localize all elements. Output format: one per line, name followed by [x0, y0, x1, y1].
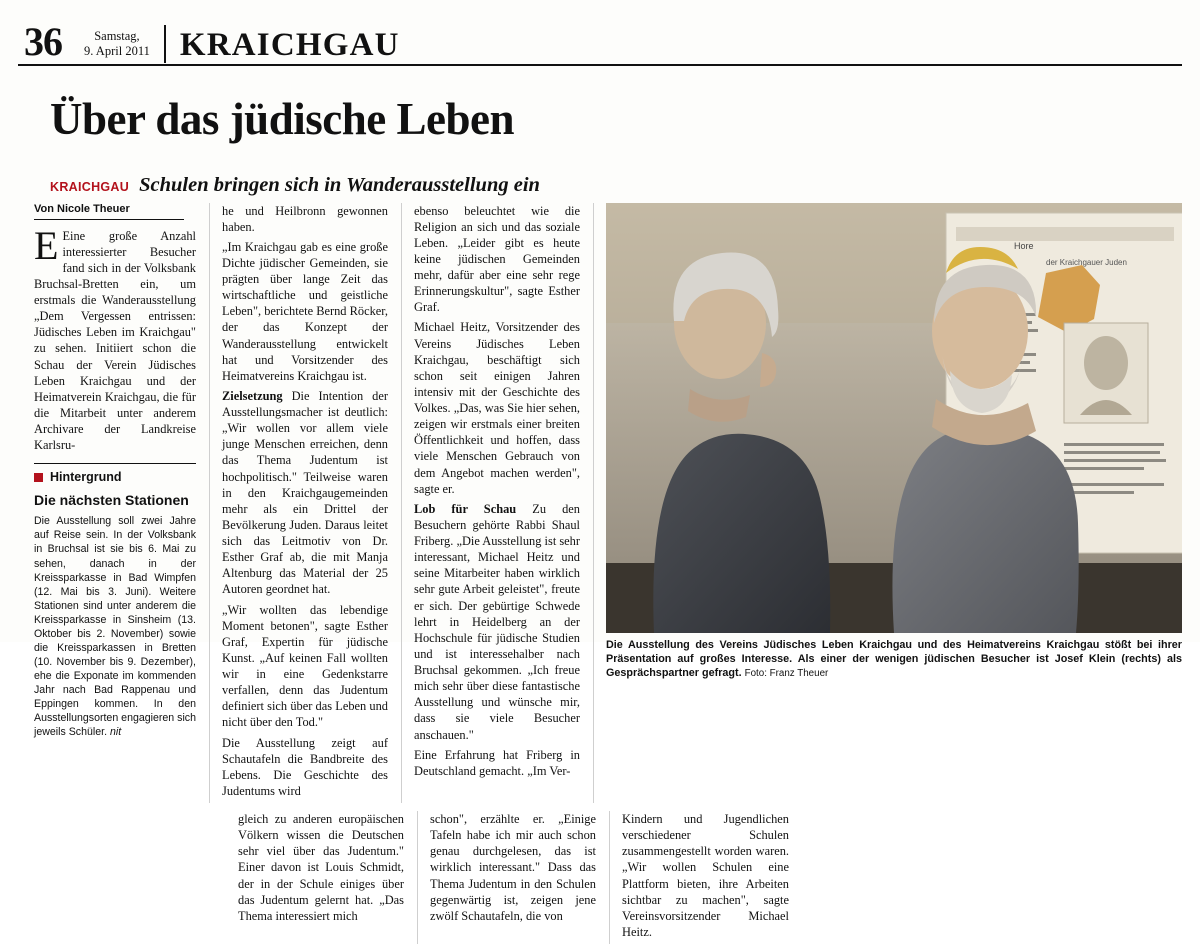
drop-cap: E — [34, 222, 59, 268]
photo-illustration — [606, 203, 1182, 633]
paragraph-lob-fuer-schau: Lob für Schau Zu den Besuchern gehörte Rabbi Shaul Friberg. „Die Ausstellung ist sehr interessant, Michael Heitz und seine Mitarbeiter haben wirklich sehr gute Arbeit geleistet", freute er sich. Der gebürtige Schwede lehrt in Heidelberg an der Hochschule für jüdische Studien und ist interessehalber nach Bruchsal gekommen. „Ich freue mich sehr über diese fantastische Ausstellung und wünsche mir, dass sie viele Besucher anschauen." — [414, 501, 580, 742]
square-icon — [34, 473, 43, 482]
article-photo — [606, 203, 1182, 633]
page-number: 36 — [24, 19, 62, 64]
infobox-label: Hintergrund — [50, 470, 122, 485]
subhead-area — [50, 174, 1186, 197]
column-4 — [226, 811, 418, 944]
section-title: KRAICHGAU — [179, 27, 400, 63]
paragraph-text: Eine große Anzahl interessierter Besucher fand sich in der Volksbank Bruchsal-Bretten ein, um erstmals die Wanderausstellung „Dem Vergessen entrissen: Jüdisches Leben im Kraichgau" zu sehen. Initiiert schon die Schau der Verein Jüdisches Leben Kraichgau und der Heimatverein Kraichgau, die für die Mitarbeit unter anderem Archivare der Landkreise Karlsru- — [34, 228, 196, 453]
column-2 — [210, 203, 402, 804]
photo-column — [594, 203, 1182, 804]
paragraph: Kindern und Jugendlichen verschiedener Schulen zusammengestellt worden waren. „Wir wollen Schulen eine Plattform bieten, ihre Arbeiten sichtbar zu machen", sagte Vereinsvorsitzender Michael Heitz. — [622, 812, 789, 939]
column-5 — [418, 811, 610, 944]
svg-text:der Kraichgauer Juden: der Kraichgauer Juden — [1046, 257, 1127, 267]
paragraph: Die Ausstellung zeigt auf Schautafeln die Bandbreite des Lebens. Die Geschichte des Judentums wird — [222, 735, 388, 798]
lower-spacer — [18, 811, 226, 944]
photo-block — [606, 203, 1182, 681]
issue-date-full: 9. April 2011 — [84, 44, 150, 58]
infobox-paragraph — [34, 514, 196, 739]
headline-area — [14, 96, 1186, 143]
paragraph: gleich zu anderen europäischen Völkern wissen die Deutschen sehr viel über das Judentum." Einer davon ist Louis Schmidt, der in der Schule einiges über das Judentum gelernt hat. „Das Thema interessiert mich — [238, 812, 404, 923]
infobox-signature: nit — [109, 726, 122, 739]
photo-credit: Foto: Franz Theuer — [744, 667, 829, 679]
paragraph: Michael Heitz, Vorsitzender des Vereins Jüdisches Leben Kraichgau, beschäftigt sich schon seit einigen Jahren intensiv mit der Geschichte des Volkes. „Das, was Sie hier sehen, zeigen wir erstmals einer breiten Öffentlichkeit und hoffen, dass viele Menschen Gebrauch von dem Angebot machen werden", sagte er. — [414, 320, 580, 496]
infobox-title: Die nächsten Stationen — [34, 492, 189, 509]
svg-text:Hore: Hore — [1014, 240, 1034, 251]
paragraph: schon", erzählte er. „Einige Tafeln habe ich mir auch schon genau durchgelesen, das ist wirklich interessant." Dass das Thema Judentum in den Schulen gegenwärtig ist, zeigen jene zwölf Schautafeln, die von — [430, 812, 596, 923]
paragraph: „Wir wollten das lebendige Moment betonen", sagte Esther Graf, Expertin für jüdische Kunst. „Auf keinen Fall wollten wir in eine Gedenkstarre verfallen, denn das Judentum definiert sich über das Leben und nicht über den Tod." — [222, 602, 388, 730]
paragraph: „Im Kraichgau gab es eine große Dichte jüdischer Gemeinden, sie prägten über lange Zeit das wirtschaftliche und geistliche Leben", berichtete Bernd Röcker, der das Konzept der Wanderausstellung entwickelt hat und Vorsitzender des Heimatvereins Kraichgau ist. — [222, 239, 388, 383]
infobox-paragraph-text: Die Ausstellung soll zwei Jahre auf Reise sein. In der Volksbank in Bruchsal ist sie bis 6. Mai zu sehen, danach in der Kreissparkasse in Bad Wimpfen (12. Mai bis 3. Juni). Weitere Stationen sind unter anderem die Kreissparkasse in Sinsheim (13. Oktober bis 2. November) sowie die Kreissparkassen in Bretten (10. November bis 9. Dezember), ehe die Exponate im kommenden Jahr nach Bad Rappenau und Eppingen kommen. In den Ausstellungsorten engagieren sich jeweils Schüler. — [34, 515, 196, 739]
issue-date-weekday: Samstag, — [94, 29, 140, 43]
paragraph: Eine Erfahrung hat Friberg in Deutschland gemacht. „Im Ver- — [414, 747, 580, 778]
paragraph — [34, 222, 196, 454]
infobox-label-row — [34, 470, 196, 484]
column-6 — [610, 811, 802, 944]
column-1 — [18, 203, 210, 804]
paragraph: ebenso beleuchtet wie die Religion an sich und das soziale Leben. „Leider gibt es heute keine jüdischen Gemeinden mehr, dafür aber eine sehr rege Erinnerungskultur", sagte Esther Graf. — [414, 203, 580, 315]
article-headline: Über das jüdische Leben — [50, 94, 514, 145]
article-kicker: KRAICHGAU — [50, 179, 130, 194]
article-subhead: Schulen bringen sich in Wanderausstellung ein — [139, 173, 540, 196]
column-3 — [402, 203, 594, 804]
photo-caption — [606, 638, 1182, 681]
byline: Von Nicole Theuer — [34, 203, 184, 220]
paragraph: he und Heilbronn gewonnen haben. — [222, 203, 388, 234]
infobox-hintergrund — [34, 463, 196, 739]
issue-date — [62, 29, 164, 64]
paragraph-zielsetzung: Zielsetzung Die Intention der Ausstellungsmacher ist deutlich: „Wir wollen vor allem viele junge Menschen erreichen, denn das Thema Judentum ist hochpolitisch." Teilweise waren in den Kraichgaugemeinden mehr als ein Drittel der Bevölkerung Juden. Daraus leitet sich das Leitmotiv von Dr. Esther Graf ab, die mit Manja Altenburg das Material der 25 Autoren geordnet hat. — [222, 388, 388, 597]
masthead — [18, 0, 1182, 66]
lower-columns — [14, 811, 1186, 944]
photo-caption-text: Die Ausstellung des Vereins Jüdisches Leben Kraichgau und des Heimatvereins Kraichgau stößt bei ihrer Präsentation auf großes Interesse. Als einer der wenigen jüdischen Besucher ist Josef Klein (rechts) als Gesprächspartner gefragt. — [606, 638, 1182, 679]
article-body — [14, 203, 1186, 804]
